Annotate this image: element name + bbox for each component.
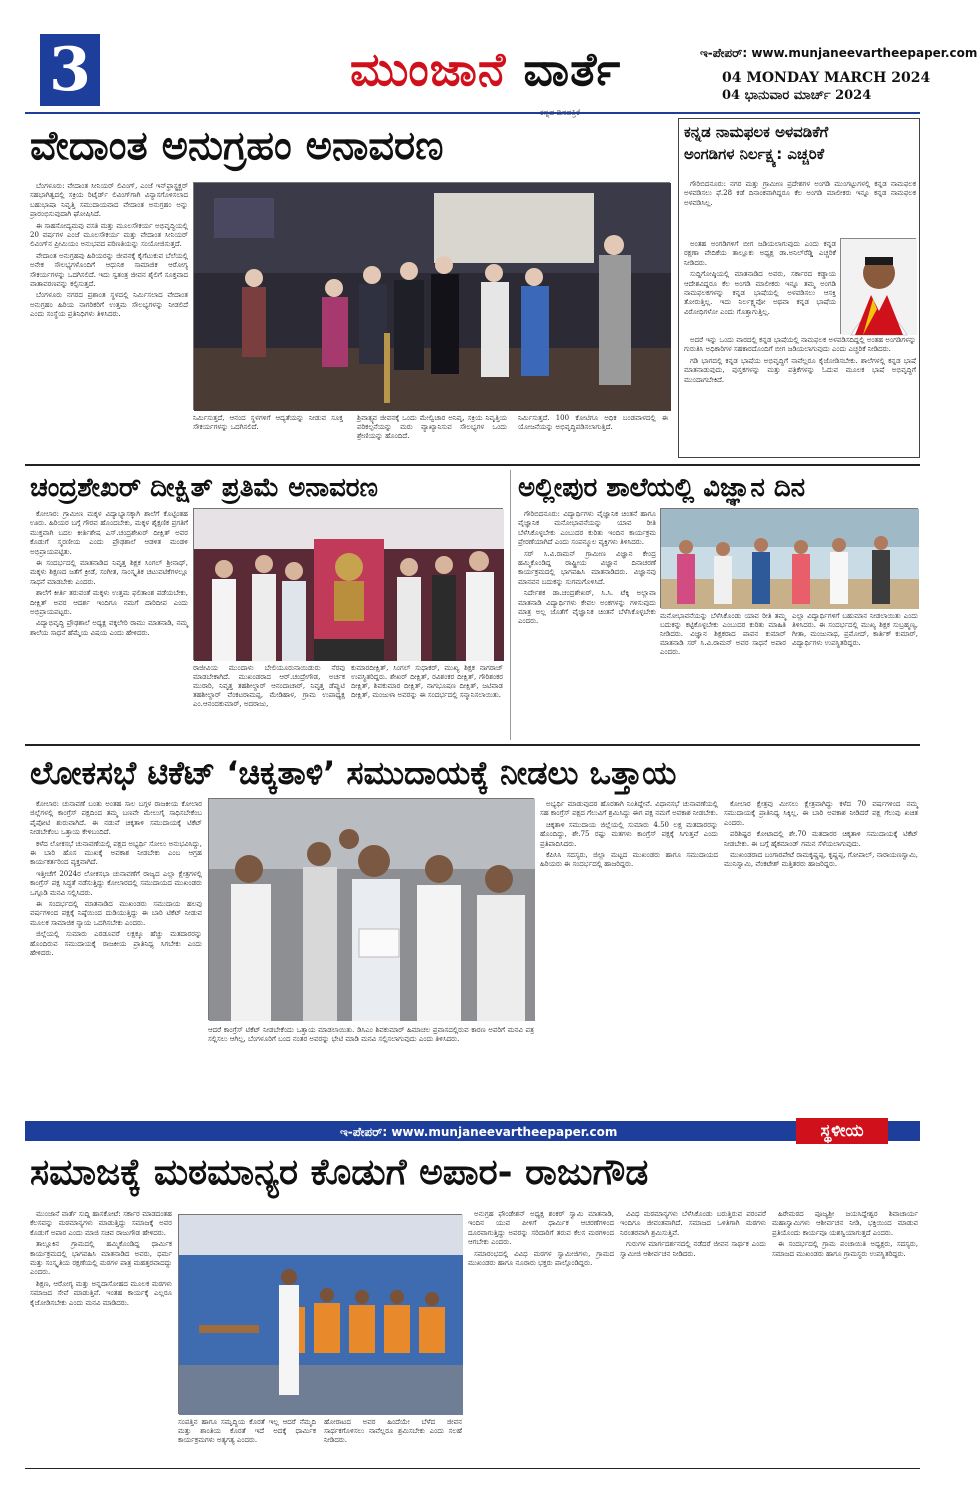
story3-para: ವಿದ್ಯಾಭಿವೃದ್ಧಿ ಪ್ರೌಢಶಾಲೆ ಅಧ್ಯಕ್ಷ ವಕ್ಕಲೇರಿ ರಾಮು ಮಾತನಾಡಿ, ನಮ್ಮ ಶಾಲೆಯ ಸಾಧನೆ ಹೆಮ್ಮೆಯ ವಿಷಯ ಎಂದು ಹೇಳಿದರು.	[30, 619, 188, 637]
story5-para: ಕೋಲಾರ ಕ್ಷೇತ್ರವು ಮೀಸಲು ಕ್ಷೇತ್ರವಾಗಿದ್ದು ಕಳೆದ 70 ವರ್ಷಗಳಿಂದ ನಮ್ಮ ಸಮುದಾಯಕ್ಕೆ ಪ್ರಾತಿನಿಧ್ಯ ಸಿಕ್ಕಿಲ್ಲ. ಈ ಬಾರಿ ಅವಕಾಶ ನೀಡಿದರೆ ಪಕ್ಷ ಗೆಲುವು ಖಚಿತ ಎಂದರು.	[724, 800, 918, 827]
story1-caption-2: ಶ್ರಿವಾತ್ಸ್ಯವ ಜೀವನಕ್ಕೆ ಒಂದು ಮೇಲ್ವಿಚಾರ ಅನಿವೃ, ಸಕ್ರಿಯ ನಿವೃತ್ತಿಯ ಪರಿಕಲ್ಪನೆಯನ್ನು ಮರು ವ್ಯಾಖ್ಯಾನಿಸುವ ಸೌಲಭ್ಯಗಳ ಒಂದು ಶ್ರೇಣಿಯನ್ನು ಹೊಂದಿದೆ.	[357, 414, 507, 440]
story6-headline: ಸಮಾಜಕ್ಕೆ ಮಠಮಾನ್ಯರ ಕೊಡುಗೆ ಅಪಾರ- ರಾಜುಗೌಡ	[30, 1152, 649, 1193]
story5-body	[30, 800, 202, 1114]
date-kannada: 04 ಭಾನುವಾರ ಮಾರ್ಚ್ 2024	[722, 88, 872, 103]
story4-para: ಗೌರಿಬಿದನೂರು: ವಿದ್ಯಾರ್ಥಿಗಳು ವೈಜ್ಞಾನಿಕ ಚಿಂತನೆ ಹಾಗೂ ವೈಜ್ಞಾನಿಕ ಮನೋಭಾವನೆಯನ್ನು ಯಾವ ರೀತಿ ಬೆಳೆಸಿಕೊಳ್ಳಬೇಕು ಎಂಬುದರ ಕುರಿತು ಇಂದಿನ ಕಾರ್ಯಕ್ರಮ ಪ್ರೇರಣೆಯಾಗಿದೆ ಎಂದು ಸಂಪನ್ಮೂಲ ವ್ಯಕ್ತಿಗಳು ತಿಳಿಸಿದರು.	[518, 510, 656, 547]
footer-rule	[25, 1468, 920, 1469]
ribbon-epaper-link[interactable]: ಇ-ಪೇಪರ್: www.munjaneevartheepaper.com	[340, 1125, 618, 1139]
story5-photo	[208, 798, 534, 1020]
story5-para: ಚಿಕ್ಕತಾಳಿ ಸಮುದಾಯ ಜಿಲ್ಲೆಯಲ್ಲಿ ಸುಮಾರು 4.50 ಲಕ್ಷ ಮತದಾರರನ್ನು ಹೊಂದಿದ್ದು, ಶೇ.75 ರಷ್ಟು ಮತಗಳು ಕಾಂಗ್ರೆಸ್ ಪಕ್ಷಕ್ಕೆ ಸಿಗುತ್ತವೆ ಎಂದು ಪ್ರತಿಪಾದಿಸಿದರು.	[540, 820, 718, 848]
school-science-day-photo	[661, 509, 919, 609]
story5-para: ಇತ್ತೀಚೆಗೆ 2024ರ ಲೋಕಸಭಾ ಚುನಾವಣೆಗೆ ರಾಜ್ಯದ ಎಲ್ಲಾ ಕ್ಷೇತ್ರಗಳಲ್ಲಿ ಕಾಂಗ್ರೆಸ್ ಪಕ್ಷ ಸಿದ್ಧತೆ ನಡೆಸುತ್ತಿದ್ದು ಕೋಲಾರದಲ್ಲಿ ಸಮುದಾಯದ ಮುಖಂಡರು ಒಗ್ಗೂಡಿ ಮನವಿ ಸಲ್ಲಿಸಿದರು.	[30, 869, 202, 897]
column-divider	[510, 470, 511, 740]
story3-caption-2: ಕುಮಾರದೀಕ್ಷಿತ್, ಸಿಂಗಲ್ ಸುಧಾಕರ್, ಮುಖ್ಯ ಶಿಕ್ಷಕ ನಾಗರಾಜ್ ಉಪಸ್ಥಿತರಿದ್ದರು. ಶೇಖರ್ ದೀಕ್ಷಿತ್, ರವಿಶಂಕರ ದೀಕ್ಷಿತ್, ಗೌರಿಶಂಕರ ದೀಕ್ಷಿತ್, ಶಿವಕುಮಾರ ದೀಕ್ಷಿತ್, ನಾಗಭೂಷಣ ದೀಕ್ಷಿತ್, ಜಟಿವಾಡ ದೀಕ್ಷಿತ್, ಮಂಜುಳಾ ಅವರನ್ನು ಈ ಸಂದರ್ಭದಲ್ಲಿ ಸನ್ಮಾನಿಸಲಾಯಿತು.	[351, 664, 503, 699]
story5-para: ಈ ಸಂದರ್ಭದಲ್ಲಿ ಮಾತನಾಡಿದ ಮುಖಂಡರು ಸಮುದಾಯ ಹಲವು ವರ್ಷಗಳಿಂದ ಪಕ್ಷಕ್ಕೆ ನಿಷ್ಠೆಯಿಂದ ದುಡಿಯುತ್ತಿದ್ದು ಈ ಬಾರಿ ಟಿಕೆಟ್ ನೀಡುವ ಮೂಲಕ ಸಾಮಾಜಿಕ ನ್ಯಾಯ ಒದಗಿಸಬೇಕು ಎಂದರು.	[30, 900, 202, 927]
story5-para: ಜಿಲ್ಲೆಯಲ್ಲಿ ಸುಮಾರು ಎರಡೂವರೆ ಲಕ್ಷಕ್ಕೂ ಹೆಚ್ಚು ಮತದಾರರನ್ನು ಹೊಂದಿರುವ ಸಮುದಾಯಕ್ಕೆ ರಾಜಕೀಯ ಪ್ರಾತಿನಿಧ್ಯ ಸಿಗಬೇಕು ಎಂದು ಹೇಳಿದರು.	[30, 930, 202, 958]
page-number: 3	[40, 34, 100, 106]
story2-para: ಗಡಿ ಭಾಗದಲ್ಲಿ ಕನ್ನಡ ಭಾಷೆಯ ಅಭಿವೃದ್ಧಿಗೆ ನಾವೆಲ್ಲರೂ ಕೈಜೋಡಿಸಬೇಕು. ಶಾಲೆಗಳಲ್ಲಿ ಕನ್ನಡ ಭಾಷೆ ಮಾತನಾಡುವುದು, ಪುಸ್ತಕಗಳನ್ನು ಮತ್ತು ಪತ್ರಿಕೆಗಳನ್ನು ಓದುವ ಮೂಲಕ ಭಾಷೆ ಅಭಿವೃದ್ಧಿಗೆ ಮುಂದಾಗಬೇಕಿದೆ.	[684, 356, 916, 384]
section-rule	[25, 744, 920, 746]
story5-para: ಕಳೆದ ಲೋಕಸಭೆ ಚುನಾವಣೆಯಲ್ಲಿ ಪಕ್ಷದ ಅಭ್ಯರ್ಥಿ ಸೋಲು ಅನುಭವಿಸಿದ್ದು, ಈ ಬಾರಿ ಹೊಸ ಮುಖಕ್ಕೆ ಅವಕಾಶ ನೀಡಬೇಕು ಎಂಬ ಆಗ್ರಹ ಕಾರ್ಯಕರ್ತರಿಂದ ವ್ಯಕ್ತವಾಗಿದೆ.	[30, 839, 202, 867]
story3-para: ಕೋಲಾರ: ಗ್ರಾಮೀಣ ಮಕ್ಕಳ ವಿದ್ಯಾಭ್ಯಾಸಕ್ಕಾಗಿ ಶಾಲೆಗೆ ಕೊಟ್ಟಿಂತಹ ಊರು. ಹಿರಿಯರ ಬಗ್ಗೆ ಗೌರವ ಹೊಂದಬೇಕು, ಮಕ್ಕಳ ಶೈಕ್ಷಣಿಕ ಪ್ರಗತಿಗೆ ಮುಕ್ತವಾಗಿ ಬದಲ ಕೀರ್ತಿಶೇಷ ಎಸ್.ಚಂದ್ರಶೇಖರ್ ದೀಕ್ಷಿತ್ ಅವರ ಕೊಡುಗೆ ಸ್ಮರಣೀಯ ಎಂದು ಪ್ರೌಢಶಾಲೆ ಆಡಳಿತ ಮಂಡಳಿ ಅಭಿಪ್ರಾಯಪಟ್ಟಿತು.	[30, 510, 188, 556]
story6-para: ಗುರುಗಳ ಮಾರ್ಗದರ್ಶನದಲ್ಲಿ ನಡೆದರೆ ಜೀವನ ಸಾರ್ಥಕ ಎಂದು ಸ್ವಾಮೀಜಿ ಆಶೀರ್ವಚನ ನೀಡಿದರು.	[620, 1240, 766, 1258]
section-rule	[25, 464, 920, 466]
story4-photo	[660, 508, 918, 608]
story3-body	[30, 510, 188, 738]
story5-para: ಪರಿಶಿಷ್ಟರ ಕೋಟಾದಲ್ಲಿ ಶೇ.70 ಮತದಾರರ ಚಿಕ್ಕತಾಳಿ ಸಮುದಾಯಕ್ಕೆ ಟಿಕೆಟ್ ನೀಡಬೇಕು. ಈ ಬಗ್ಗೆ ಹೈಕಮಾಂಡ್ ಗಮನ ಸೆಳೆಯಲಾಗುವುದು.	[724, 830, 918, 848]
story6-para: ಈ ಸಂದರ್ಭದಲ್ಲಿ ಗ್ರಾಮ ಪಂಚಾಯಿತಿ ಅಧ್ಯಕ್ಷರು, ಸದಸ್ಯರು, ಸಮಾಜದ ಮುಖಂಡರು ಹಾಗೂ ಗ್ರಾಮಸ್ಥರು ಉಪಸ್ಥಿತರಿದ್ದರು.	[772, 1240, 918, 1258]
story2-para: ಸುದ್ದಿಗೋಷ್ಠಿಯಲ್ಲಿ ಮಾತನಾಡಿದ ಅವರು, ಸರ್ಕಾರದ ಕಡ್ಡಾಯ ಆದೇಶವಿದ್ದರೂ ಕೆಲ ಅಂಗಡಿ ಮಾಲೀಕರು ಇನ್ನೂ ತಮ್ಮ ಅಂಗಡಿ ನಾಮಫಲಕಗಳನ್ನು ಕನ್ನಡ ಭಾಷೆಯಲ್ಲಿ ಅಳವಡಿಸಲು ಆಸಕ್ತಿ ತೋರುತ್ತಿಲ್ಲ. ಇದು ನಿರ್ಲಕ್ಷ್ಯವೋ ಅಥವಾ ಕನ್ನಡ ಭಾಷೆಯ ವಿರೋಧಿಗಳೋ ಎಂದು ಗೊತ್ತಾಗುತ್ತಿಲ್ಲ.	[684, 270, 836, 316]
story2-body-bottom	[684, 336, 916, 454]
story5-body-3	[724, 800, 918, 1114]
event-stage-photo	[194, 183, 671, 411]
logo-word-2: ವಾರ್ತೆ	[523, 42, 622, 96]
story1-headline: ವೇದಾಂತ ಅನುಗ್ರಹಂ ಅನಾವರಣ	[30, 123, 444, 169]
story2-para: ಗೌರಿಬಿದನೂರು: ನಗರ ಮತ್ತು ಗ್ರಾಮೀಣ ಪ್ರದೇಶಗಳ ಅಂಗಡಿ ಮುಂಗಟ್ಟುಗಳಲ್ಲಿ ಕನ್ನಡ ನಾಮಫಲಕ ಅಳವಡಿಸಲು ಫೆ.28 ಕಡೆ ದಿನಾಂಕವಾಗಿದ್ದರೂ ಕೆಲ ಅಂಗಡಿ ಮಾಲೀಕರು ಇನ್ನೂ ಕನ್ನಡ ನಾಮಫಲಕ ಅಳವಡಿಸಿಲ್ಲ.	[684, 180, 916, 207]
religious-gathering-photo	[179, 1215, 463, 1415]
story6-para: ಅನುಗ್ರಹ ಫೌಂಡೇಶನ್ ಅಧ್ಯಕ್ಷ ಶಂಕರ್ ಸ್ವಾಮಿ ಮಾತನಾಡಿ, ಇಂದಿನ ಯುವ ಪೀಳಿಗೆ ಧಾರ್ಮಿಕ ಆಚರಣೆಗಳಿಂದ ದೂರವಾಗುತ್ತಿದ್ದು ಅವರನ್ನು ಸರಿದಾರಿಗೆ ತರುವ ಕೆಲಸ ಮಠಗಳಿಂದ ಆಗಬೇಕು ಎಂದರು.	[468, 1210, 614, 1247]
story6-body-4	[772, 1210, 918, 1464]
story2-body-left	[684, 240, 836, 332]
story4-caption-2: ಎಲ್ಲಾ ವಿದ್ಯಾರ್ಥಿಗಳಿಗೆ ಬಹುಮಾನ ನೀಡಲಾಯಿತು ಎಂದು ತಿಳಿಸಿದರು. ಈ ಸಂದರ್ಭದಲ್ಲಿ ಮುಖ್ಯ ಶಿಕ್ಷಕ ಸುಬ್ರಹ್ಮಣ್ಯ, ಗೀತಾ, ಮಂಜುನಾಥ, ಪ್ರಮೋದ್, ಕಾರ್ತಿಕ್ ಕುಮಾರ್, ವಿದ್ಯಾರ್ಥಿಗಳು ಉಪಸ್ಥಿತರಿದ್ದರು.	[792, 612, 918, 647]
story6-para: ಶಿಕ್ಷಣ, ಆರೋಗ್ಯ ಮತ್ತು ಅನ್ನದಾಸೋಹದ ಮೂಲಕ ಮಠಗಳು ಸಮಾಜದ ಸೇವೆ ಮಾಡುತ್ತಿವೆ. ಇಂತಹ ಕಾರ್ಯಕ್ಕೆ ಎಲ್ಲರೂ ಕೈಜೋಡಿಸಬೇಕು ಎಂದು ಮನವಿ ಮಾಡಿದರು.	[30, 1279, 172, 1307]
story6-para: ತಾಲ್ಲೂಕಿನ ಗ್ರಾಮದಲ್ಲಿ ಹಮ್ಮಿಕೊಂಡಿದ್ದ ಧಾರ್ಮಿಕ ಕಾರ್ಯಕ್ರಮದಲ್ಲಿ ಭಾಗವಹಿಸಿ ಮಾತನಾಡಿದ ಅವರು, ಧರ್ಮ ಮತ್ತು ಸಂಸ್ಕೃತಿಯ ರಕ್ಷಣೆಯಲ್ಲಿ ಮಠಗಳ ಪಾತ್ರ ಮಹತ್ತರವಾದದ್ದು ಎಂದರು.	[30, 1240, 172, 1277]
story4-body	[518, 510, 656, 736]
story3-para: ಈ ಸಂದರ್ಭದಲ್ಲಿ ಮಾತನಾಡಿದ ನಿವೃತ್ತ ಶಿಕ್ಷಕ ಸಿಂಗಲ್ ಶ್ರೀನಾಥ್, ಮಕ್ಕಳು ಶಿಕ್ಷಣದ ಜತೆಗೆ ಕ್ರೀಡೆ, ಸಂಗೀತ, ಸಾಂಸ್ಕೃತಿಕ ಚಟುವಟಿಕೆಗಳಲ್ಲೂ ಸಾಧನೆ ಮಾಡಬೇಕು ಎಂದರು.	[30, 559, 188, 586]
story2-headline-2: ಅಂಗಡಿಗಳ ನಿರ್ಲಕ್ಷ್ಯ: ಎಚ್ಚರಿಕೆ	[684, 145, 825, 163]
politician-meeting-photo	[209, 799, 535, 1021]
story5-para: ಅಭ್ಯರ್ಥಿ ಮಾಡುವುದರ ಹೊರತಾಗಿ ನಿಂತಿದ್ದೇವೆ. ವಿಧಾನಸಭೆ ಚುನಾವಣೆಯಲ್ಲಿ ಸಹ ಕಾಂಗ್ರೆಸ್ ಪಕ್ಷದ ಗೆಲುವಿಗೆ ಶ್ರಮಿಸಿದ್ದು ಈಗ ಪಕ್ಷ ನಮಗೆ ಅವಕಾಶ ನೀಡಬೇಕು.	[540, 800, 718, 818]
story2-para: ಅಂತಹ ಅಂಗಡಿಗಳಿಗೆ ಬೀಗ ಜಡಿಯಲಾಗುವುದು ಎಂದು ಕನ್ನಡ ರಕ್ಷಣಾ ವೇದಿಕೆಯ ತಾಲ್ಲೂಕು ಅಧ್ಯಕ್ಷ ಡಾ.ಅನಿಲ್‌ರೆಡ್ಡಿ ಎಚ್ಚರಿಕೆ ನೀಡಿದರು.	[684, 240, 836, 267]
story2-portrait	[840, 238, 916, 334]
masthead-rule	[25, 112, 920, 114]
story1-para: ಈ ಸಾಹಸೋದ್ಯಮವು ವಸತಿ ಮತ್ತು ಮೂಲಸೌಕರ್ಯ ಅಭಿವೃದ್ಧಿಯಲ್ಲಿ 20 ವರ್ಷಗಳ ಎಂಜೆ ಮೂಲಸೌಕರ್ಯ ಮತ್ತು ವೇದಾಂತ ಸೀನಿಯರ್ ಲಿವಿಂಗ್‌ನ ಪ್ರೀಮಿಯಂ ಅನುಭವದ ಪರಿಣತಿಯನ್ನು ಸಂಯೋಜಿಸುತ್ತದೆ.	[30, 221, 188, 249]
story4-para: ಸರ್ ಸಿ.ವಿ.ರಾಮನ್ ಗ್ರಾಮೀಣ ವಿಜ್ಞಾನ ಕೇಂದ್ರ ಹಮ್ಮಿಕೊಂಡಿದ್ದ ರಾಷ್ಟ್ರೀಯ ವಿಜ್ಞಾನ ದಿನಾಚರಣೆ ಕಾರ್ಯಕ್ರಮದಲ್ಲಿ ಭಾಗವಹಿಸಿ ಮಾತನಾಡಿದರು. ವಿಜ್ಞಾನವು ಮಾನವನ ಬದುಕನ್ನು ಸುಗಮಗೊಳಿಸಿದೆ.	[518, 549, 656, 586]
epaper-link[interactable]: ಇ-ಪೇಪರ್: www.munjaneevartheepaper.com	[700, 46, 977, 60]
story1-caption-1: ನಿರ್ಮಿಸುತ್ತದೆ, ಆನಂದ ಸ್ಥಳಗಳಿಗೆ ಆದ್ಯತೆಯನ್ನು ನೀಡುವ ಸೂಕ್ತ ಸೌಕರ್ಯಗಳನ್ನು ಒದಗಿಸಲಿದೆ.	[193, 414, 343, 431]
story6-body-2	[468, 1210, 614, 1464]
story2-para: ಅದರೆ ಇನ್ನು ಒಂದು ವಾರದಲ್ಲಿ ಕನ್ನಡ ಭಾಷೆಯಲ್ಲಿ ನಾಮಫಲಕ ಅಳವಡಿಸದಿದ್ದಲ್ಲಿ ಅಂತಹ ಅಂಗಡಿಗಳನ್ನು ಗುರುತಿಸಿ ಅಧಿಕಾರಿಗಳ ಸಹಕಾರದೊಂದಿಗೆ ಬೀಗ ಜಡಿಯಲಾಗುವುದು ಎಂದು ಎಚ್ಚರಿಕೆ ನೀಡಿದರು.	[684, 336, 916, 354]
story1-para: ಬೆಂಗಳೂರು: ವೇದಾಂತ ಸೀನಿಯರ್ ಲಿವಿಂಗ್, ಎಂಜೆ ಇನ್‌ಫ್ರಾಸ್ಟ್ರಕ್ಚರ್ ಸಹಭಾಗಿತ್ವದಲ್ಲಿ ಸಕ್ರಿಯ ರಿಟೈರ್ಡ್ ಲಿವಿಂಗ್‌ಗಾಗಿ ವಿನ್ಯಾಸಗೊಳಿಸಲಾದ ಬಹುಭಾಷಾ ನಿವೃತ್ತಿ ಸಮುದಾಯವಾದ ವೇದಾಂತ ಅನುಗ್ರಹಂ ಅನ್ನು ಪ್ರಾರಂಭಿಸುವುದಾಗಿ ಘೋಷಿಸಿದೆ.	[30, 182, 188, 219]
story6-caption-1: ಸಂಪತ್ತಿನ ಹಾಗೂ ಸಮೃದ್ಧಿಯ ಕೊರತೆ ಇಲ್ಲ ಆದರೆ ನೆಮ್ಮದಿ ಮತ್ತು ಶಾಂತಿಯ ಕೊರತೆ ಇದೆ ಅದಕ್ಕೆ ಧಾರ್ಮಿಕ ಕಾರ್ಯಕ್ರಮಗಳು ಅತ್ಯಗತ್ಯ ಎಂದರು.	[178, 1418, 316, 1444]
story3-caption-1: ರಾಜೀವಿಯ ಮುಂದಾಳು ಬೇಲಿಯೂರುನಾಯಿಡುರು ನೆರವು ಮಾಡಬೇಕಾಗಿದೆ. ಮುಖಂಡರಾದ ಆರ್.ಚಂದ್ರೇಗೌಡ, ಅರ್ಚಕ ಮುರಾರಿ, ನಿವೃತ್ತ ತಹಶೀಲ್ದಾರ್ ಆನಂದಾಚಾರ್, ನಿವೃತ್ತ ಡೆಪ್ಯುಟಿ ತಹಶೀಲ್ದಾರ್ ವೆಂಕಟರಾಮಪ್ಪ, ಮೇಡಿಹಾಳ, ಗ್ರಾಮ ಉಪಾಧ್ಯಕ್ಷ ಎಂ.ಆನಂದಕುಮಾರ್, ಅದರಾಜು,	[193, 664, 345, 708]
story5-caption: ಆದರೆ ಕಾಂಗ್ರೆಸ್ ಟಿಕೆಟ್ ನೀಡಬೇಕೆಂದು ಒತ್ತಾಯ ಮಾಡಲಾಯಿತು. ಡಿಸಿಎಂ ಶಿವಕುಮಾರ್ ಹಿಮಾಚಲ ಪ್ರವಾಸದಲ್ಲಿರುವ ಕಾರಣ ಅವರಿಗೆ ಮನವಿ ಪತ್ರ ಸಲ್ಲಿಸಲು ಆಗಿಲ್ಲ, ಬೆಂಗಳೂರಿಗೆ ಬಂದ ನಂತರ ಅವರನ್ನು ಭೇಟಿ ಮಾಡಿ ಮನವಿ ಸಲ್ಲಿಸಲಾಗುವುದು ಎಂದು ತಿಳಿಸಿದರು.	[208, 1026, 534, 1043]
story6-para: ಹಿರೇಮಠದ ಪೂಜ್ಯಶ್ರೀ ಜಯಸಿದ್ದೇಶ್ವರ ಶಿವಾಚಾರ್ಯ ಮಹಾಸ್ವಾಮಿಗಳು ಆಶೀರ್ವಚನ ನೀಡಿ, ಭಕ್ತಿಯಿಂದ ಮಾಡುವ ಪ್ರತಿಯೊಂದು ಕಾರ್ಯವೂ ಯಶಸ್ವಿಯಾಗುತ್ತದೆ ಎಂದರು.	[772, 1210, 918, 1237]
story3-headline: ಚಂದ್ರಶೇಖರ್ ದೀಕ್ಷಿತ್ ಪ್ರತಿಮೆ ಅನಾವರಣ	[30, 473, 378, 503]
story1-body	[30, 182, 188, 440]
masthead	[0, 0, 977, 112]
story6-para: ವಿವಿಧ ಮಠಮಾನ್ಯಗಳು ಬೆಳೆಸಿಕೊಂಡು ಬರುತ್ತಿರುವ ಪರಂಪರೆ ಇಂದಿಗೂ ಜೀವಂತವಾಗಿದೆ. ಸಮಾಜದ ಒಳಿತಿಗಾಗಿ ಮಠಗಳು ನಿರಂತರವಾಗಿ ಶ್ರಮಿಸುತ್ತಿವೆ.	[620, 1210, 766, 1237]
story1-caption-3: ನಿರ್ಮಿಸುತ್ತದೆ. 100 ಕೋಟಿಗೂ ಅಧಿಕ ಬಂಡವಾಳದಲ್ಲಿ ಈ ಯೋಜನೆಯನ್ನು ಅಭಿವೃದ್ಧಿಪಡಿಸಲಾಗುತ್ತಿದೆ.	[518, 414, 668, 431]
story4-caption-1: ಮನೋಭಾವನೆಯನ್ನು ಬೆಳೆಸಿಕೊಂಡು ಯಾವ ರೀತಿ ತಮ್ಮ ಬದುಕನ್ನು ಕಟ್ಟಿಕೊಳ್ಳಬೇಕು ಎಂಬುದರ ಕುರಿತು ಮಾಹಿತಿ ನೀಡಿದರು. ವಿಜ್ಞಾನ ಶಿಕ್ಷಕರಾದ ಪಾವನ ಕುಮಾರ್ ಮಾತನಾಡಿ ಸರ್ ಸಿ.ವಿ.ರಾಮನ್ ಅವರ ಸಾಧನೆ ಅಪಾರ ಎಂದರು.	[660, 612, 786, 656]
person-portrait	[841, 239, 917, 335]
story6-para: ಮುಂಜಾನೆ ವಾರ್ತೆ ಸುದ್ದಿ ಹಾಸಕೋಟೆ: ಸರ್ಕಾರ ಮಾಡದಂತಹ ಕೆಲಸವನ್ನು ಮಠಮಾನ್ಯಗಳು ಮಾಡುತ್ತಿದ್ದು ಸಮಾಜಕ್ಕೆ ಅವರ ಕೊಡುಗೆ ಅಪಾರ ಎಂದು ಮಾಜಿ ಸಚಿವ ರಾಜುಗೌಡ ಹೇಳಿದರು.	[30, 1210, 172, 1237]
story2-body-top	[684, 180, 916, 238]
story1-photo	[193, 182, 670, 410]
story6-body	[30, 1210, 172, 1464]
story5-para: ಮುಖಂಡರಾದ ಬಂಗಾರಪೇಟೆ ರಾಮಕೃಷ್ಣಪ್ಪ, ಕೃಷ್ಣಪ್ಪ, ಗೋಪಾಲ್, ನಾರಾಯಣಸ್ವಾಮಿ, ಮುನಿಸ್ವಾಮಿ, ವೆಂಕಟೇಶ್ ಮತ್ತಿತರರು ಹಾಜರಿದ್ದರು.	[724, 851, 918, 869]
story6-photo	[178, 1214, 462, 1414]
story4-headline: ಅಲ್ಲೀಪುರ ಶಾಲೆಯಲ್ಲಿ ವಿಜ್ಞಾನ ದಿನ	[518, 473, 806, 503]
story3-photo	[193, 508, 503, 660]
story5-para: ಕೋಲಾರ: ಚುನಾವಣೆ ಬಂತು ಅಂತಹ ಸಾಲ ಬಗ್ಗಳ ರಾಜಕೀಯ ಕೋಲಾರ ಜಿಲ್ಲೆಗಳಲ್ಲಿ ಕಾಂಗ್ರೆಸ್ ಪಕ್ಷದಿಂದ ತಮ್ಮ ಬಣವೇ ಮೇಲುಗೈ ಸಾಧಿಸಬೇಕೆಂಬ ಪೈಪೋಟಿ ಶುರುವಾಗಿದೆ. ಈ ನಡುವೆ ಚಿಕ್ಕತಾಳಿ ಸಮುದಾಯಕ್ಕೆ ಟಿಕೆಟ್ ನೀಡಬೇಕೆಂಬ ಒತ್ತಾಯ ಕೇಳಿಬಂದಿದೆ.	[30, 800, 202, 837]
newspaper-logo	[350, 44, 621, 94]
story2-headline-1: ಕನ್ನಡ ನಾಮಫಲಕ ಅಳವಡಿಕೆಗೆ	[684, 123, 829, 141]
story5-para: ಕೆಪಿಸಿಸಿ ಸದಸ್ಯರು, ಜಿಲ್ಲಾ ಮಟ್ಟದ ಮುಖಂಡರು ಹಾಗೂ ಸಮುದಾಯದ ಹಿರಿಯರು ಈ ಸಂದರ್ಭದಲ್ಲಿ ಹಾಜರಿದ್ದರು.	[540, 851, 718, 869]
logo-word-1: ಮುಂಜಾನೆ	[350, 42, 507, 96]
date-english: 04 MONDAY MARCH 2024	[722, 70, 931, 86]
story6-caption-2: ಹೋರಾಟದ ಅವರ ಹಿಂದೆಯೇ ಬೆಳೆದ ಜೀವನ ಸಾರ್ಥಕಗೊಳಿಸಲು ನಾವೆಲ್ಲರೂ ಶ್ರಮಿಸಬೇಕು ಎಂದು ಸಲಹೆ ನೀಡಿದರು.	[324, 1418, 462, 1444]
story5-body-2	[540, 800, 718, 1114]
story1-para: ಬೆಂಗಳೂರು ನಗರದ ಪ್ರಶಾಂತ ಸ್ಥಳದಲ್ಲಿ ನಿರ್ಮಿಸಲಾದ ವೇದಾಂತ ಅನುಗ್ರಹಂ ಹಿರಿಯ ನಾಗರಿಕರಿಗೆ ಉತ್ತಮ ಸೌಲಭ್ಯಗಳನ್ನು ನೀಡಲಿದೆ ಎಂದು ಸಂಸ್ಥೆಯ ಪ್ರತಿನಿಧಿಗಳು ತಿಳಿಸಿದರು.	[30, 291, 188, 319]
section-tag-local: ಸ್ಥಳೀಯ	[796, 1118, 888, 1144]
story3-para: ಶಾಲೆಗೆ ಕೀರ್ತಿ ತರುವಂತೆ ಮಕ್ಕಳು ಉತ್ತಮ ಫಲಿತಾಂಶ ಪಡೆಯಬೇಕು, ದೀಕ್ಷಿತ್ ಅವರ ಆದರ್ಶ ಇಂದಿಗೂ ನಮಗೆ ದಾರಿದೀಪ ಎಂದು ಅಭಿಪ್ರಾಯಪಟ್ಟರು.	[30, 589, 188, 617]
statue-unveiling-photo	[194, 509, 504, 661]
story6-para: ಸಮಾರಂಭದಲ್ಲಿ ವಿವಿಧ ಮಠಗಳ ಸ್ವಾಮೀಜಿಗಳು, ಗ್ರಾಮದ ಮುಖಂಡರು ಹಾಗೂ ನೂರಾರು ಭಕ್ತರು ಪಾಲ್ಗೊಂಡಿದ್ದರು.	[468, 1249, 614, 1268]
story5-headline: ಲೋಕಸಭೆ ಟಿಕೆಟ್ ‘ಚಿಕ್ಕತಾಳಿ’ ಸಮುದಾಯಕ್ಕೆ ನೀಡಲು ಒತ್ತಾಯ	[30, 754, 677, 792]
story1-para: ವೇದಾಂತ ಅನುಗ್ರಹವು ಹಿರಿಯರನ್ನು ಜೀವನಕ್ಕೆ ಕೈಗೆಟುಕುವ ಬೆಲೆಯಲ್ಲಿ ಅನೇಕ ಸೌಲಭ್ಯಗಳೊಂದಿಗೆ ಆಧುನಿಕ ಸಾಮಾಜಿಕ ಆರೋಗ್ಯ ಸೌಕರ್ಯಗಳನ್ನು ಒದಗಿಸಲಿದೆ. ಇದು ಸ್ವತಂತ್ರ ಜೀವನ ಶೈಲಿಗೆ ಸೂಕ್ತವಾದ ವಾತಾವರಣವನ್ನು ಕಲ್ಪಿಸುತ್ತದೆ.	[30, 251, 188, 289]
story4-para: ನಿರ್ದೇಶಕ ಡಾ.ಚಂದ್ರಶೇಖರ್, ಸಿ.ಸಿ. ಟೆಕ್ಕಿ ಅಲ್ಲಾವಾ ಮಾತನಾಡಿ ವಿದ್ಯಾರ್ಥಿಗಳು ಕೇವಲ ಅಂಕಗಳನ್ನು ಗಳಿಸುವುದು ಮಾತ್ರ ಅಲ್ಲ ಜೊತೆಗೆ ವೈಜ್ಞಾನಿಕ ಚಿಂತನೆ ಬೆಳೆಸಿಕೊಳ್ಳಬೇಕು ಎಂದರು.	[518, 589, 656, 626]
story6-body-3	[620, 1210, 766, 1464]
